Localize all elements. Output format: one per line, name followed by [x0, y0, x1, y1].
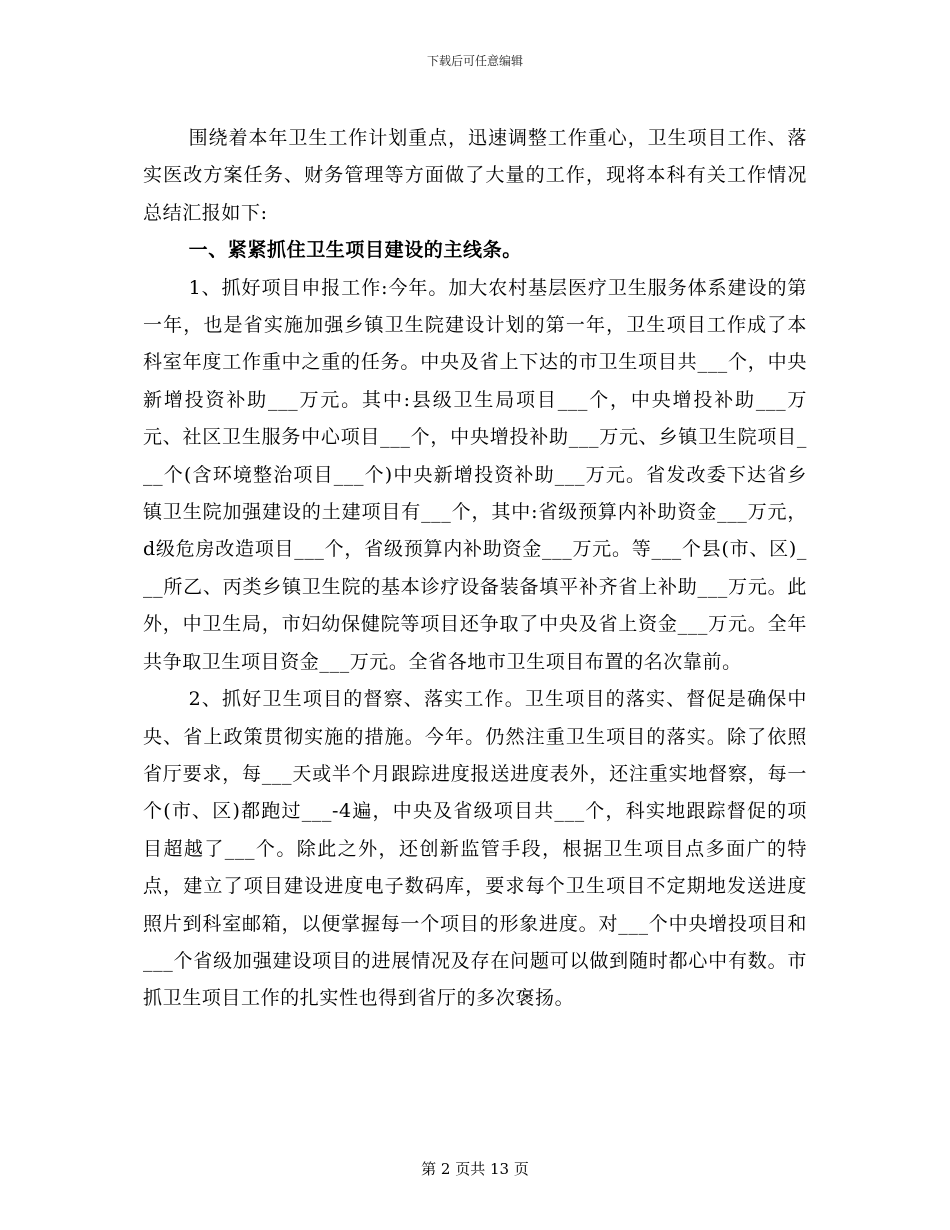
page-number-footer: 第 2 页共 13 页: [421, 1160, 529, 1178]
item-2-paragraph: 2、抓好卫生项目的督察、落实工作。卫生项目的落实、督促是确保中央、省上政策贯彻实施的措施。今年。仍然注重卫生项目的落实。除了依照省厅要求，每___天或半个月跟踪进度报送进度表外，还注重实地督察，每一个(市、区)都跑过___-4遍，中央及省级项目共___个，科实地跟踪督促的项目超越了___个。除此之外，还创新监管手段，根据卫生项目点多面广的特点，建立了项目建设进度电子数码库，要求每个卫生项目不定期地发送进度照片到科室邮箱，以便掌握每一个项目的形象进度。对___个中央增投项目和___个省级加强建设项目的进展情况及存在问题可以做到随时都心中有数。市抓卫生项目工作的扎实性也得到省厅的多次褒扬。: [143, 688, 807, 1010]
section-heading: 一、紧紧抓住卫生项目建设的主线条。: [188, 239, 522, 262]
document-body: [143, 120, 807, 1018]
page-header: 下载后可任意编辑: [426, 54, 523, 68]
intro-paragraph: 围绕着本年卫生工作计划重点，迅速调整工作重心，卫生项目工作、落实医改方案任务、财务管理等方面做了大量的工作，现将本科有关工作情况总结汇报如下:: [143, 127, 807, 224]
item-1-paragraph: 1、抓好项目申报工作:今年。加大农村基层医疗卫生服务体系建设的第一年，也是省实施加强乡镇卫生院建设计划的第一年，卫生项目工作成了本科室年度工作重中之重的任务。中央及省上下达的市卫生项目共___个，中央新增投资补助___万元。其中:县级卫生局项目___个，中央增投补助___万元、社区卫生服务中心项目___个，中央增投补助___万元、乡镇卫生院项目___个(含环境整治项目___个)中央新增投资补助___万元。省发改委下达省乡镇卫生院加强建设的土建项目有___个，其中:省级预算内补助资金___万元，d级危房改造项目___个，省级预算内补助资金___万元。等___个县(市、区)___所乙、丙类乡镇卫生院的基本诊疗设备装备填平补齐省上补助___万元。此外，中卫生局，市妇幼保健院等项目还争取了中央及省上资金___万元。全年共争取卫生项目资金___万元。全省各地市卫生项目布置的名次靠前。: [143, 276, 807, 673]
